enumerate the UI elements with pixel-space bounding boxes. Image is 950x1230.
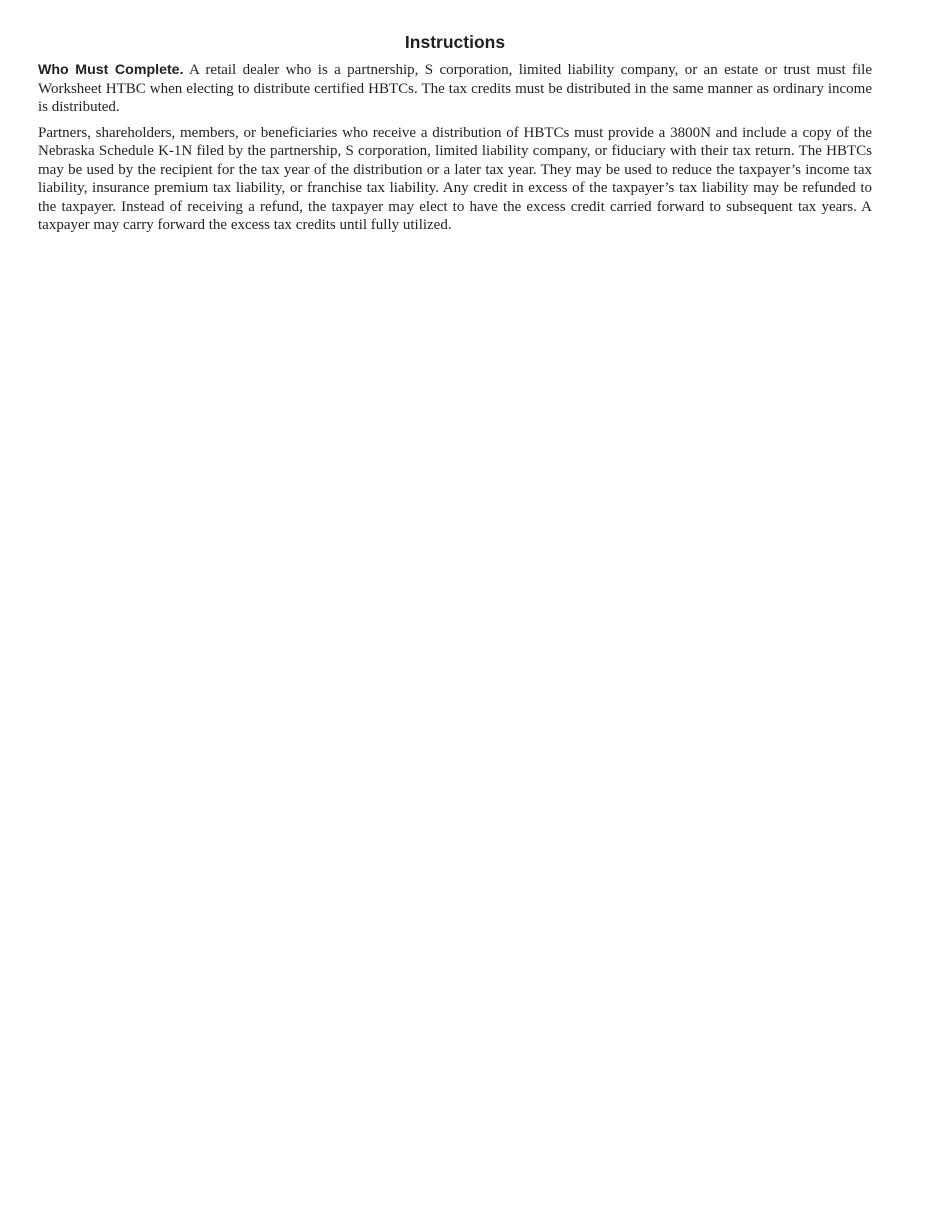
instructions-page	[38, 30, 872, 242]
who-must-complete-paragraph	[38, 61, 872, 117]
page-title: Instructions	[404, 32, 506, 52]
distribution-paragraph: Partners, shareholders, members, or beneficiaries who receive a distribution of HBTCs must provide a 3800N and include a copy of the Nebraska Schedule K-1N filed by the partnership, S corporation, limited liability company, or fiduciary with their tax return. The HBTCs may be used by the recipient for the tax year of the distribution or a later tax year. They may be used to reduce the taxpayer’s income tax liability, insurance premium tax liability, or franchise tax liability. Any credit in excess of the taxpayer’s tax liability may be refunded to the taxpayer. Instead of receiving a refund, the taxpayer may elect to have the excess credit carried forward to subsequent tax years. A taxpayer may carry forward the excess tax credits until fully utilized.	[38, 124, 872, 233]
who-must-complete-heading: Who Must Complete.	[38, 62, 184, 78]
who-must-complete-text: A retail dealer who is a partnership, S corporation, limited liability company, or an estate or trust must file Worksheet HTBC when electing to distribute certified HBTCs. The tax credits must be distributed in the same manner as ordinary income is distributed.	[38, 62, 872, 115]
